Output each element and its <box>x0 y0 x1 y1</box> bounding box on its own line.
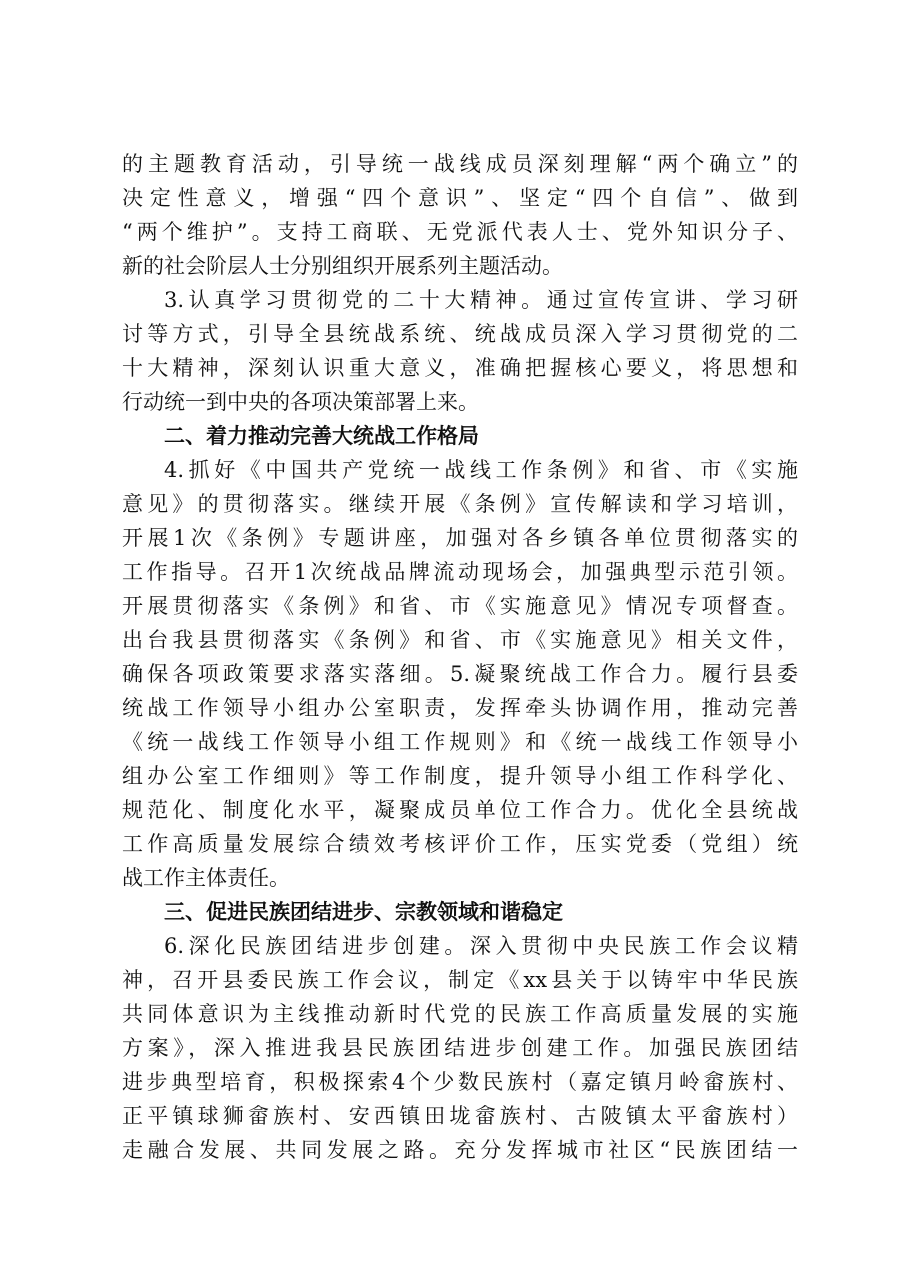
body-line: 意见》的贯彻落实。继续开展《条例》宣传解读和学习培训， <box>122 492 798 516</box>
body-line: 开展1次《条例》专题讲座，加强对各乡镇各单位贯彻落实的 <box>122 526 798 550</box>
document-body <box>122 147 798 1167</box>
body-line: 进步典型培育，积极探索4个少数民族村（嘉定镇月岭畲族村、 <box>122 1070 798 1094</box>
body-line: 的主题教育活动，引导统一战线成员深刻理解“两个确立”的 <box>122 152 798 176</box>
body-line: 决定性意义，增强“四个意识”、坚定“四个自信”、做到 <box>122 186 798 210</box>
body-line: 开展贯彻落实《条例》和省、市《实施意见》情况专项督查。 <box>122 594 798 618</box>
section-heading-2: 二、着力推动完善大统战工作格局 <box>164 424 479 448</box>
body-line: 战工作主体责任。 <box>122 866 290 890</box>
body-line: 组办公室工作细则》等工作制度，提升领导小组工作科学化、 <box>122 764 798 788</box>
section-heading-3: 三、促进民族团结进步、宗教领域和谐稳定 <box>164 900 563 924</box>
paragraph-6-first-line: 6.深化民族团结进步创建。深入贯彻中央民族工作会议精 <box>164 934 798 958</box>
body-line: 工作高质量发展综合绩效考核评价工作，压实党委（党组）统 <box>122 832 798 856</box>
paragraph-3-first-line: 3.认真学习贯彻党的二十大精神。通过宣传宣讲、学习研 <box>164 288 798 312</box>
body-line: 十大精神，深刻认识重大意义，准确把握核心要义，将思想和 <box>122 356 798 380</box>
body-line: 正平镇球狮畲族村、安西镇田垅畲族村、古陂镇太平畲族村） <box>122 1104 798 1128</box>
body-line: 《统一战线工作领导小组工作规则》和《统一战线工作领导小 <box>122 730 798 754</box>
body-line: 走融合发展、共同发展之路。充分发挥城市社区“民族团结一 <box>122 1138 798 1162</box>
body-line: 确保各项政策要求落实落细。5.凝聚统战工作合力。履行县委 <box>122 662 798 686</box>
paragraph-4-first-line: 4.抓好《中国共产党统一战线工作条例》和省、市《实施 <box>164 458 798 482</box>
body-line: 规范化、制度化水平，凝聚成员单位工作合力。优化全县统战 <box>122 798 798 822</box>
body-line: 工作指导。召开1次统战品牌流动现场会，加强典型示范引领。 <box>122 560 798 584</box>
body-line: 统战工作领导小组办公室职责，发挥牵头协调作用，推动完善 <box>122 696 798 720</box>
body-line: 神，召开县委民族工作会议，制定《xx县关于以铸牢中华民族 <box>122 968 798 992</box>
body-line: 讨等方式，引导全县统战系统、统战成员深入学习贯彻党的二 <box>122 322 798 346</box>
body-line: 方案》，深入推进我县民族团结进步创建工作。加强民族团结 <box>122 1036 798 1060</box>
body-line: 共同体意识为主线推动新时代党的民族工作高质量发展的实施 <box>122 1002 798 1026</box>
body-line: “两个维护”。支持工商联、无党派代表人士、党外知识分子、 <box>122 220 798 244</box>
body-line: 新的社会阶层人士分别组织开展系列主题活动。 <box>122 254 563 278</box>
body-line: 行动统一到中央的各项决策部署上来。 <box>122 390 479 414</box>
body-line: 出台我县贯彻落实《条例》和省、市《实施意见》相关文件， <box>122 628 798 652</box>
